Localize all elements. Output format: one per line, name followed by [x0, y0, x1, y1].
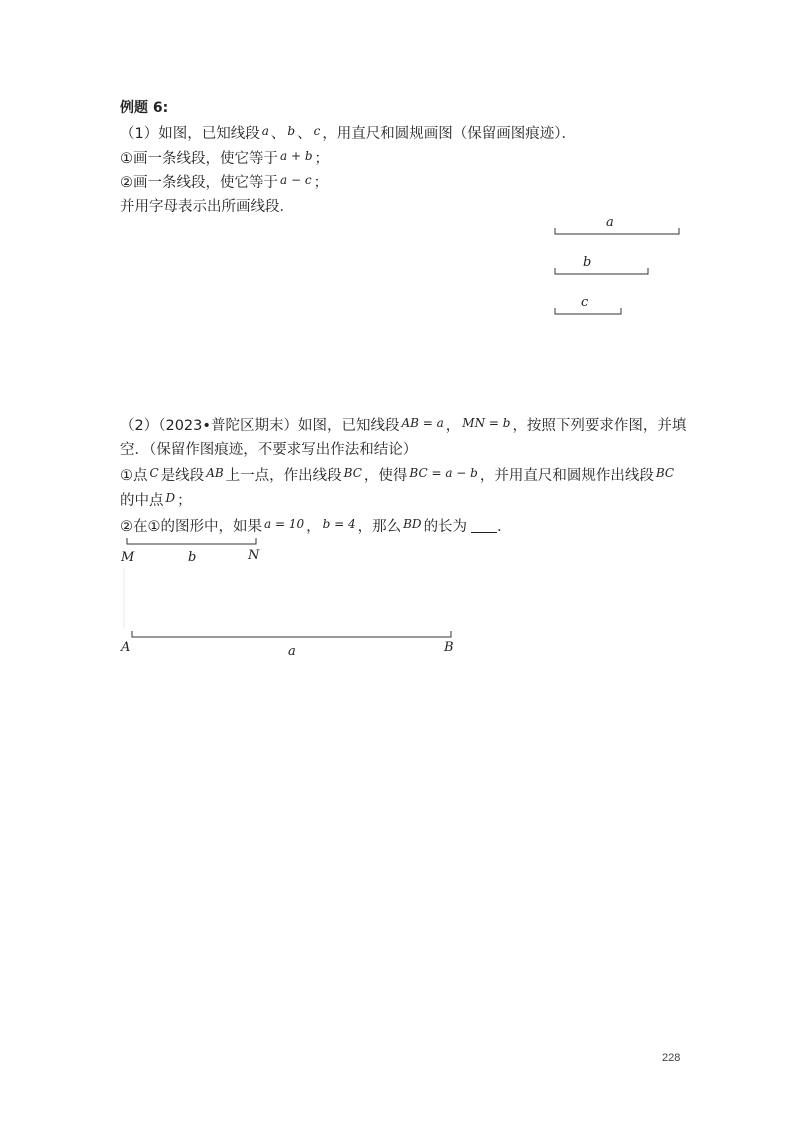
- segment-a: [555, 228, 679, 234]
- part1-step2: ②画一条线段，使它等于 $^{a - c}$ ；: [120, 173, 329, 191]
- part2-step1-cont: 的中点 $^D$ ；: [120, 491, 192, 509]
- segment-c-label: c: [581, 295, 589, 310]
- point-n-label: N: [248, 548, 260, 563]
- segment-b: [555, 268, 648, 274]
- example-title: 例题 6:: [120, 100, 169, 116]
- math-a: a: [261, 124, 269, 138]
- segment-ab: [132, 631, 451, 637]
- math-c-point: C: [149, 466, 159, 480]
- point-a-label: A: [121, 640, 131, 655]
- segment-b-length-label: b: [188, 550, 197, 565]
- math-bc-eq: BC = a − b: [409, 466, 478, 480]
- math-bc: BC: [343, 466, 362, 480]
- math-ab: AB: [206, 466, 224, 480]
- segment-a-length-label: a: [288, 644, 296, 659]
- math-ab-eq-a: AB = a: [401, 416, 444, 430]
- page-number: 228: [662, 1052, 681, 1064]
- segment-a-label: a: [606, 215, 614, 230]
- math-a-minus-c: a − c: [280, 173, 312, 187]
- math-a-eq-10: a = 10: [264, 517, 305, 531]
- part2-step2: ②在①的图形中，如果 $^{a = 10}$ ， $^{b = 4}$ ，那么 $^{BD}$ 的长为 ．: [120, 517, 512, 535]
- part2-question: （2）（2023•普陀区期末）如图，已知线段 $^{AB = a}$ ， $^{MN = b}$ ，按照下列要求作图，并填: [120, 416, 687, 434]
- part1-instruction: 并用字母表示出所画线段．: [120, 199, 294, 215]
- math-c: c: [313, 124, 321, 138]
- segment-mn: [127, 538, 256, 544]
- math-bc-2: BC: [655, 466, 675, 480]
- part1-step1: ①画一条线段，使它等于 $^{a + b}$ ；: [120, 149, 330, 167]
- point-m-label: M: [121, 550, 135, 565]
- math-mn-eq-b: MN = b: [462, 416, 511, 430]
- part2-question-cont: 空．（保留作图痕迹，不要求写出作法和结论）: [120, 442, 418, 458]
- math-bd: BD: [403, 517, 422, 531]
- math-d-point: D: [165, 491, 176, 505]
- answer-blank[interactable]: [471, 518, 497, 533]
- math-b-eq-4: b = 4: [322, 517, 356, 531]
- part1-question: （1）如图，已知线段 $^a$ 、 $^b$ 、 $^c$ ，用直尺和圆规画图（保留画图痕迹）．: [120, 124, 577, 142]
- part2-step1: ①点 $^C$ 是线段 $^{AB}$ 上一点，作出线段 $^{BC}$ ，使得 $^{BC = a - b}$ ，并用直尺和圆规作出线段 $^{BC}$: [120, 466, 675, 484]
- point-b-label: B: [444, 640, 454, 655]
- segment-b-label: b: [583, 255, 592, 270]
- math-a-plus-b: a + b: [280, 149, 313, 163]
- math-b: b: [287, 124, 296, 138]
